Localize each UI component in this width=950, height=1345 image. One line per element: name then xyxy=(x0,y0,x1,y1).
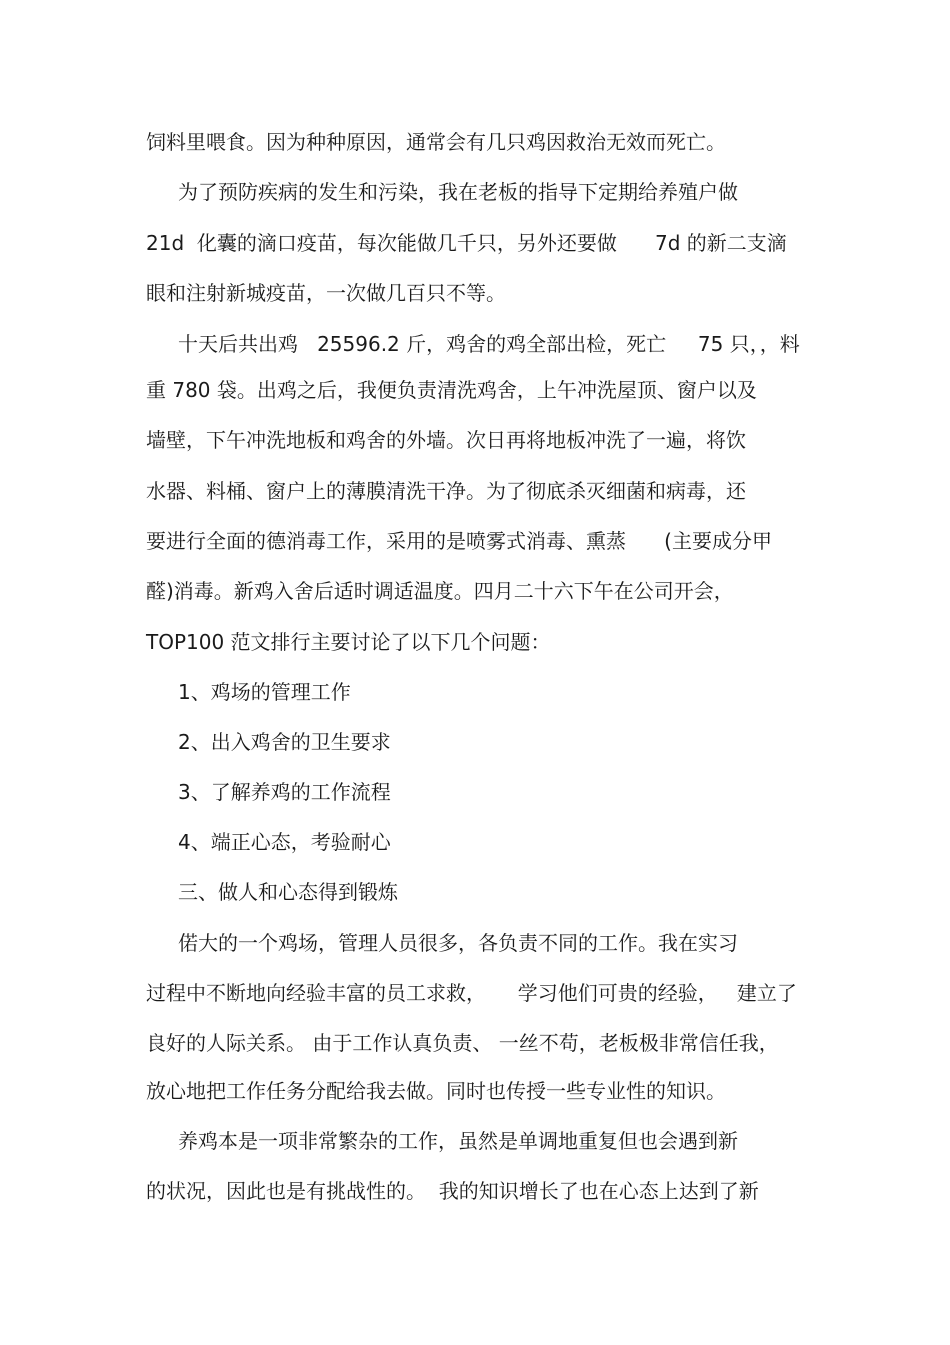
list-item: 3、了解养鸡的工作流程 xyxy=(178,780,391,804)
list-item: 4、端正心态，考验耐心 xyxy=(178,830,391,854)
text-line: 重 780 袋。出鸡之后，我便负责清洗鸡舍，上午冲洗屋顶、窗户以及 xyxy=(146,378,757,402)
text-line: 眼和注射新城疫苗，一次做几百只不等。 xyxy=(146,281,506,305)
text-line: 养鸡本是一项非常繁杂的工作，虽然是单调地重复但也会遇到新 xyxy=(178,1129,738,1153)
section-heading: 三、做人和心态得到锻炼 xyxy=(178,880,398,904)
text-line: 偌大的一个鸡场，管理人员很多，各负责不同的工作。我在实习 xyxy=(178,931,738,955)
text-line: 良好的人际关系。 由于工作认真负责、 一丝不苟，老板极非常信任我， xyxy=(146,1031,779,1055)
text-line: 放心地把工作任务分配给我去做。同时也传授一些专业性的知识。 xyxy=(146,1079,726,1103)
text-line: 过程中不断地向经验丰富的员工求救， 学习他们可贵的经验， 建立了 xyxy=(146,981,797,1005)
list-item: 2、出入鸡舍的卫生要求 xyxy=(178,730,391,754)
text-line: 墙壁，下午冲洗地板和鸡舍的外墙。次日再将地板冲洗了一遍，将饮 xyxy=(146,428,746,452)
text-line: 十天后共出鸡 25596.2 斤，鸡舍的鸡全部出检，死亡 75 只，，料 xyxy=(178,332,800,356)
text-line: 为了预防疾病的发生和污染，我在老板的指导下定期给养殖户做 xyxy=(178,180,738,204)
text-line: 水器、料桶、窗户上的薄膜清洗干净。为了彻底杀灭细菌和病毒，还 xyxy=(146,479,746,503)
text-line: 醛)消毒。新鸡入舍后适时调适温度。四月二十六下午在公司开会， xyxy=(146,579,734,603)
list-item: 1、鸡场的管理工作 xyxy=(178,680,351,704)
text-line: 饲料里喂食。因为种种原因，通常会有几只鸡因救治无效而死亡。 xyxy=(146,130,726,154)
text-line: 要进行全面的德消毒工作，采用的是喷雾式消毒、熏蒸 (主要成分甲 xyxy=(146,529,772,553)
text-line: 的状况，因此也是有挑战性的。 我的知识增长了也在心态上达到了新 xyxy=(146,1179,759,1203)
text-line: 21d 化囊的滴口疫苗，每次能做几千只，另外还要做 7d 的新二支滴 xyxy=(146,231,787,255)
text-line: TOP100 范文排行主要讨论了以下几个问题： xyxy=(146,630,551,654)
